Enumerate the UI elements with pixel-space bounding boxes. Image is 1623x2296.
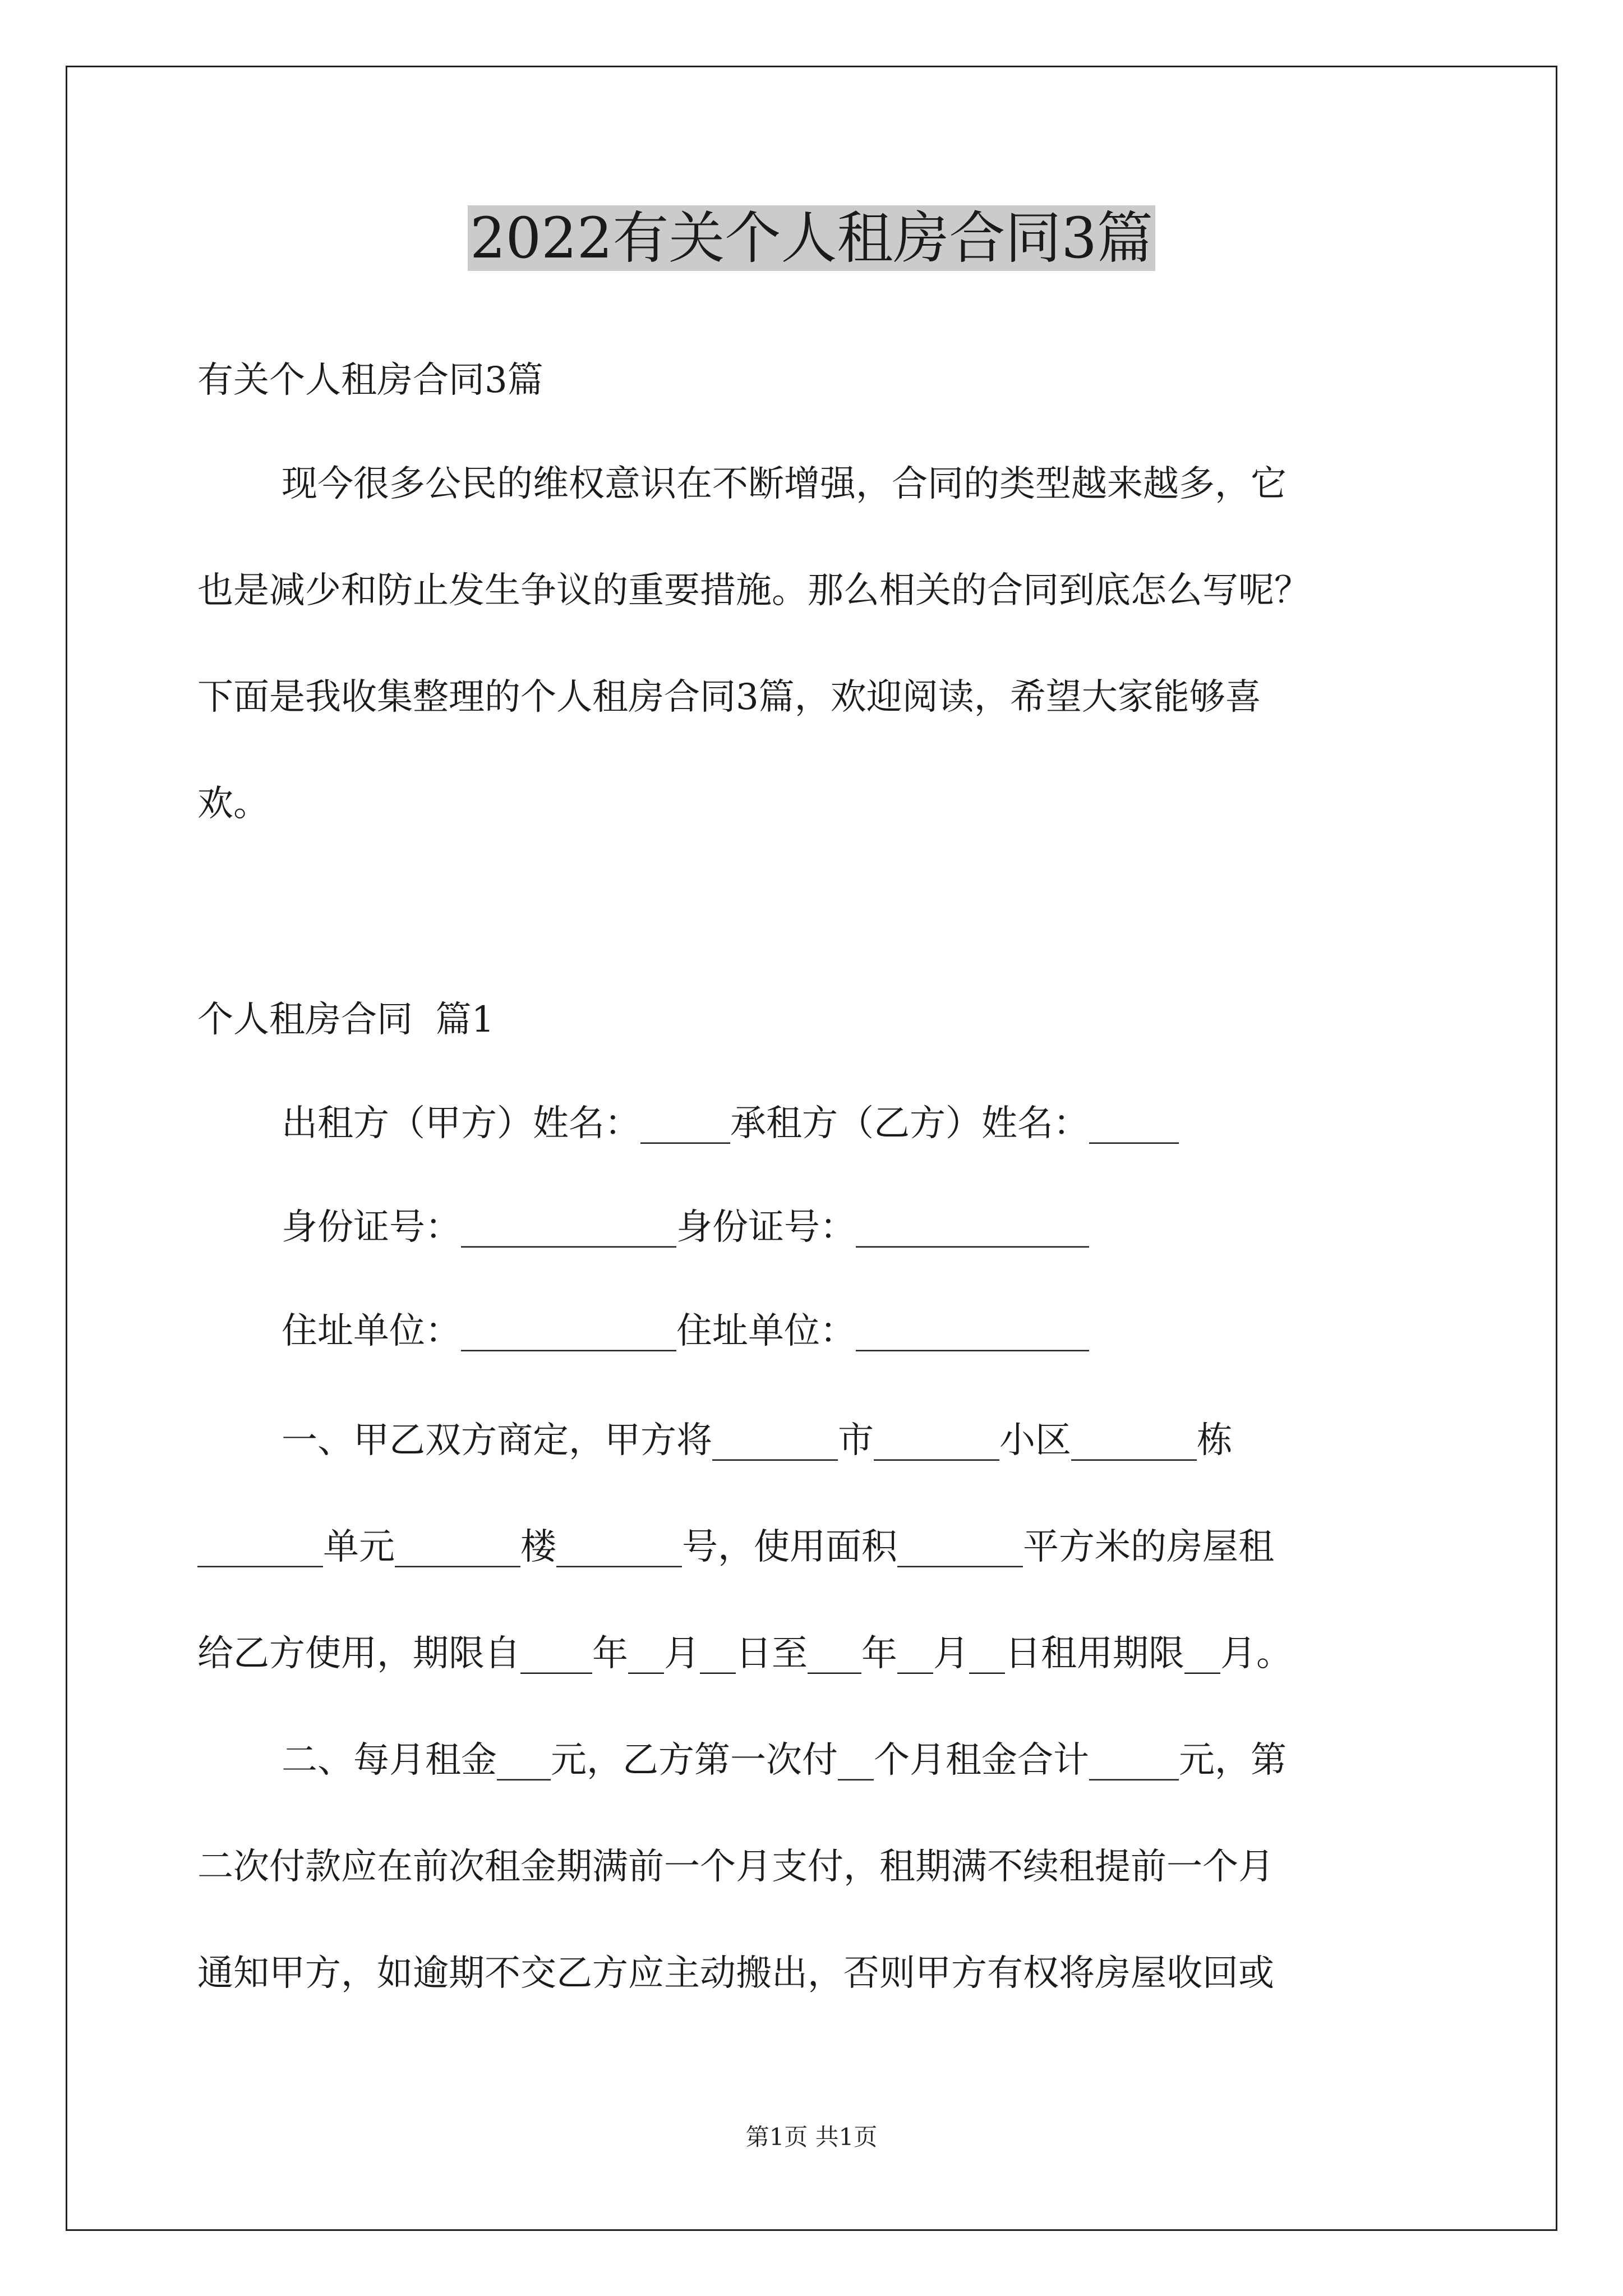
intro-line-4: 欢。 (197, 783, 269, 825)
party-line-names: 出租方（甲方）姓名：_____承租方（乙方）姓名：_____ (282, 1103, 1179, 1144)
intro-line-1: 现今很多公民的维权意识在不断增强，合同的类型越来越多，它 (282, 463, 1287, 505)
document-subtitle: 有关个人租房合同3篇 (197, 360, 543, 401)
page-footer: 第1页 共1页 (745, 2123, 878, 2151)
document-title: 2022有关个人租房合同3篇 (0, 196, 1623, 280)
party-line-id: 身份证号：____________身份证号：_____________ (282, 1207, 1089, 1248)
party-line-address: 住址单位：____________住址单位：_____________ (282, 1310, 1089, 1352)
clause1-line-2: _______单元_______楼_______号，使用面积_______平方米的房屋租 (197, 1526, 1274, 1568)
intro-line-3: 下面是我收集整理的个人租房合同3篇，欢迎阅读，希望大家能够喜 (197, 677, 1261, 718)
clause2-line-3: 通知甲方，如逾期不交乙方应主动搬出，否则甲方有权将房屋收回或 (197, 1953, 1274, 1994)
section-heading: 个人租房合同 篇1 (197, 999, 495, 1041)
clause2-line-2: 二次付款应在前次租金期满前一个月支付，租期满不续租提前一个月 (197, 1846, 1274, 1888)
clause2-line-1: 二、每月租金___元，乙方第一次付__个月租金合计_____元，第 (282, 1740, 1287, 1781)
clause1-line-1: 一、甲乙双方商定，甲方将_______市_______小区_______栋 (282, 1420, 1233, 1461)
intro-line-2: 也是减少和防止发生争议的重要措施。那么相关的合同到底怎么写呢？ (197, 570, 1310, 611)
clause1-line-3: 给乙方使用，期限自____年__月__日至___年__月__日租用期限__月。 (197, 1633, 1292, 1674)
